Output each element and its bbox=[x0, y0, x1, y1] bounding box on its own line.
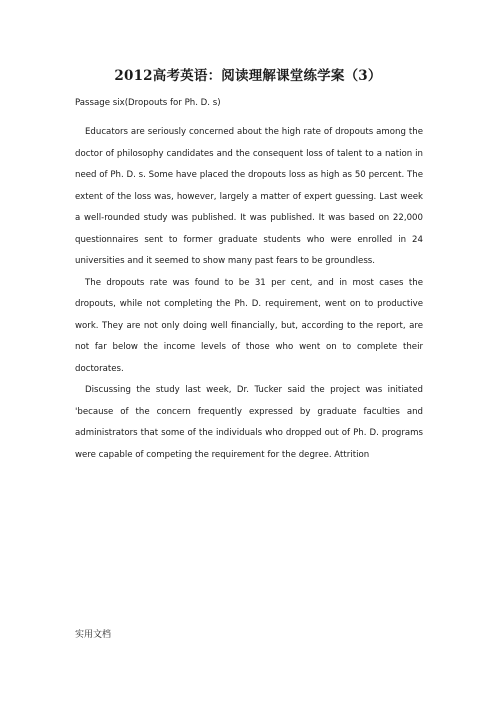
document-title: 2012高考英语：阅读理解课堂练学案（3） bbox=[114, 68, 382, 84]
paragraph-2: The dropouts rate was found to be 31 per cent, and in most cases the dropouts, while not completing the Ph. D. requirement, went on to productive work. They are not only doing well financially, but, according to the report, are not far below the income levels of those who went on to complete their doctorates. bbox=[75, 277, 423, 374]
paragraph-3: Discussing the study last week, Dr. Tucker said the project was initiated 'because of the concern frequently expressed by graduate faculties and administrators that some of the individuals who dropped out of Ph. D. programs were capable of competing the requirement for the degree. Attrition bbox=[75, 385, 423, 460]
paragraph-1: Educators are seriously concerned about the high rate of dropouts among the doctor of philosophy candidates and the consequent loss of talent to a nation in need of Ph. D. s. Some have placed the dropouts loss as high as 50 percent. The extent of the loss was, however, largely a matter of expert guessing. Last week a well-rounded study was published. It was published. It was based on 22,000 questionnaires sent to former graduate students who were enrolled in 24 universities and it seemed to show many past fears to be groundless. bbox=[75, 127, 423, 266]
passage-subtitle: Passage six(Dropouts for Ph. D. s) bbox=[75, 98, 221, 108]
passage-body bbox=[75, 122, 423, 466]
page-footer: 实用文档 bbox=[75, 630, 112, 640]
